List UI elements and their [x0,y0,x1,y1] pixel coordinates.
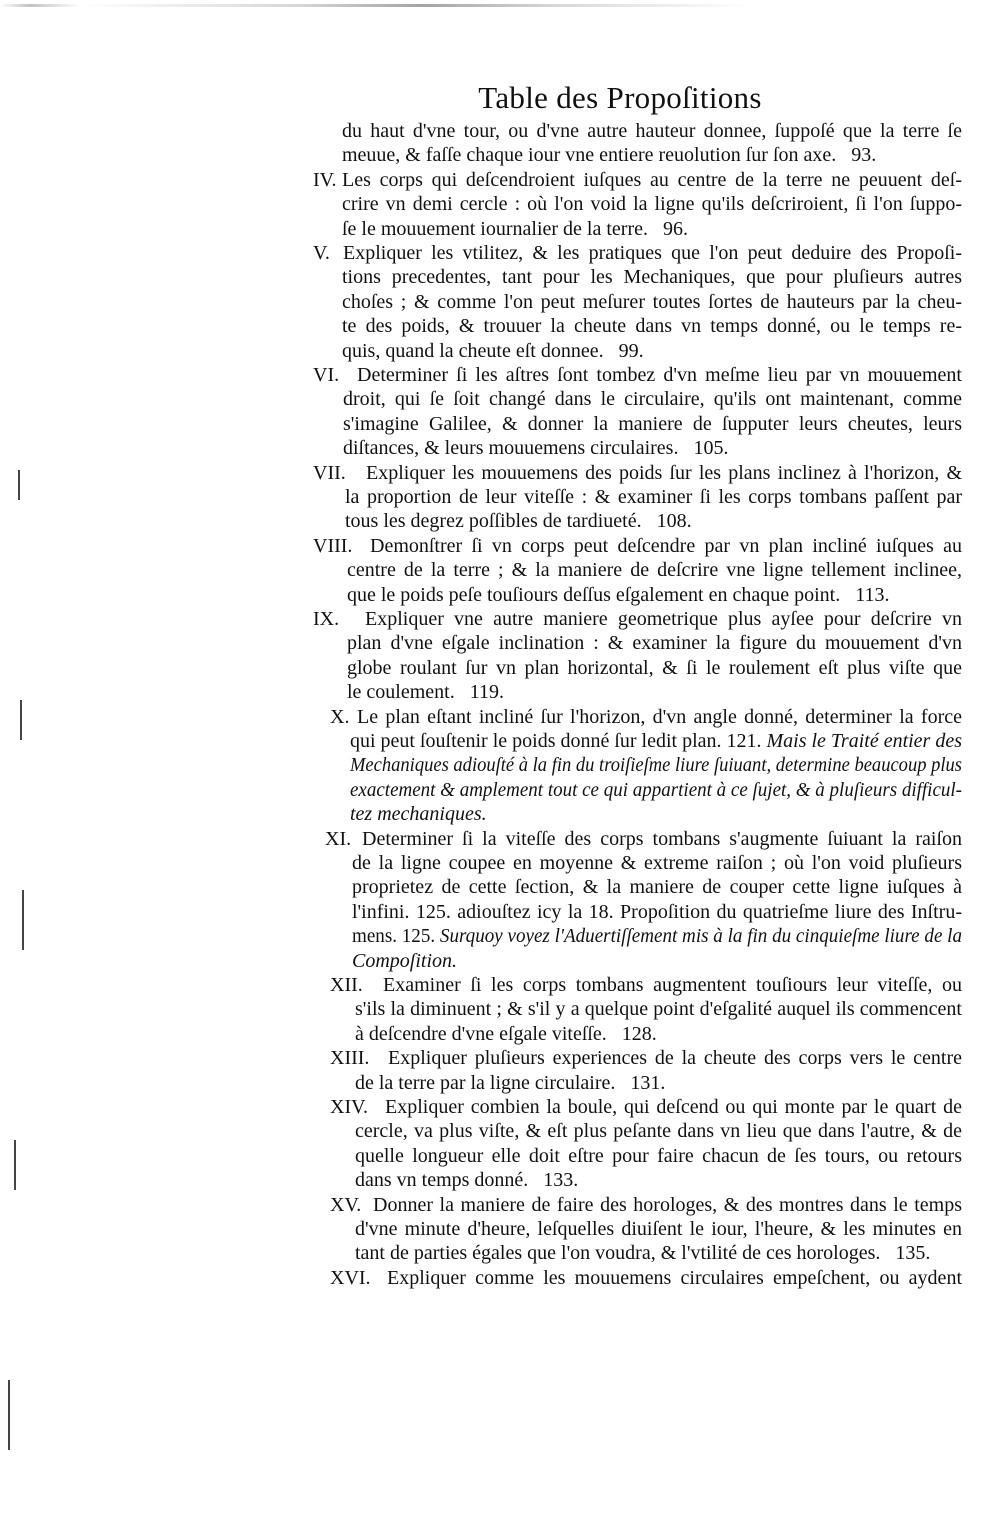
line-text: centre de la terre ; & la maniere de deſcrire vne ligne tellement inclinee, [347,559,962,582]
line-text: Expliquer vne autre maniere geometrique plus ayſee pour deſcrire vn [365,608,962,630]
proposition-numeral: V. [313,242,330,264]
text-line [355,1217,962,1241]
text-line [342,265,962,289]
line-text: Expliquer pluſieurs experiences de la cheute des corps vers le centre [388,1047,962,1070]
line-text: diſtances, & leurs mouuemens circulaires. 105. [343,437,729,460]
text-line [352,924,962,948]
margin-mark [20,700,22,740]
line-text: quis, quand la cheute eſt donnee. 99. [342,339,644,362]
line-text: du haut d'vne tour, ou d'vne autre hauteur donnee, ſuppoſé que la terre ſe [342,120,962,142]
text-line [357,705,962,729]
line-text: te des poids, & trouuer la cheute dans vn temps donné, ou le temps re- [342,315,962,338]
text-line [342,290,962,314]
text-line [355,1241,962,1265]
line-text: qui peut ſouſtenir le poids donné ſur ledit plan. 121. [350,730,767,752]
text-line [343,436,962,460]
text-line [355,997,962,1021]
line-text: à deſcendre d'vne eſgale viteſſe. 128. [355,1022,657,1045]
text-line [355,1168,962,1192]
line-text: d'vne minute d'heure, leſquelles diuiſent le iour, l'heure, & les minutes en [355,1218,962,1240]
text-line [347,680,962,704]
text-line [343,241,962,265]
line-text: plan d'vne eſgale inclination : & examiner la figure du mouuement d'vn [347,632,962,655]
line-text: tous les degrez poſſibles de tardiueté. 108. [345,510,692,533]
proposition-numeral: VI. [313,364,340,386]
text-line [345,485,962,509]
margin-mark [22,890,24,950]
text-line [347,558,962,582]
italic-note-text: Surquoy voyez l'Aduertiſſement mis à la fin du cinquieſme liure de la [439,925,962,948]
text-line [350,802,962,826]
line-text: meuue, & faſſe chaque iour vne entiere reuolution ſur ſon axe. 93. [342,144,877,167]
margin-mark [8,1380,10,1450]
line-text: choſes ; & comme l'on peut meſurer toutes ſortes de hauteurs par la cheu- [342,290,962,313]
proposition-numeral: XI. [325,827,352,850]
line-text: s'ils la diminuent ; & s'il y a quelque point d'eſgalité auquel ils commencent [355,998,962,1021]
line-text: Les corps qui deſcendroient iuſques au centre de la terre ne peuuent deſ- [342,168,962,191]
text-line [387,1266,962,1290]
line-text: que le poids peſe touſiours deſſus eſgalement en chaque point. 113. [347,583,890,606]
italic-note-text: exactement & amplement tout ce qui appartient à ce ſujet, & à pluſieurs difficul- [350,778,962,801]
text-line [342,143,962,167]
text-line [355,1071,962,1095]
line-text: de la ligne coupee en moyenne & extreme raiſon ; où l'on void pluſieurs [352,852,962,874]
margin-mark [18,470,20,500]
line-text: droit, qui ſe ſoit changé dans le circulaire, qu'ils ont maintenant, comme [343,388,962,411]
text-line [355,1022,962,1046]
proposition-numeral: XIV. [330,1096,368,1118]
italic-note-text: Compoſition. [352,949,458,972]
line-text: Examiner ſi les corps tombans augmentent touſiours leur viteſſe, ou [383,974,962,996]
text-line [350,778,962,802]
scan-artifact [0,4,1000,7]
text-line [347,656,962,680]
line-text: l'infini. 125. adiouſtez icy la 18. Propoſition du quatrieſme liure des Inſtru- [352,900,962,923]
text-line [342,168,962,192]
proposition-numeral: X. [330,705,350,728]
text-line [373,1193,962,1217]
proposition-numeral: VII. [313,461,346,484]
line-text: Expliquer combien la boule, qui deſcend ou qui monte par le quart de [385,1096,962,1118]
page-title: Table des Propoſitions [478,80,762,115]
line-text: mens. 125. [352,925,440,948]
line-text: Determiner ſi la viteſſe des corps tombans s'augmente ſuiuant la raiſon [362,827,962,850]
text-line [342,217,962,241]
text-line [350,729,962,753]
proposition-numeral: XVI. [330,1266,371,1289]
line-text: tions precedentes, tant pour les Mechaniques, que pour pluſieurs autres [342,266,962,289]
text-line [347,631,962,655]
line-text: ſe le mouuement iournalier de la terre. 96. [342,217,688,240]
line-text: tant de parties égales que l'on voudra, & l'vtilité de ces horologes. 135. [355,1242,931,1265]
text-line [342,339,962,363]
text-line [342,314,962,338]
text-line [347,583,962,607]
text-line [352,851,962,875]
italic-note-text: Mechaniques adiouſté à la fin du troiſieſme liure ſuiuant, determine beaucoup plus [350,754,962,777]
line-text: Expliquer les mouuemens des poids ſur les plans inclinez à l'horizon, & [366,461,962,484]
proposition-numeral: XIII. [330,1047,370,1070]
proposition-numeral: VIII. [313,534,353,557]
proposition-numeral: XII. [330,974,363,996]
line-text: globe roulant ſur vn plan horizontal, & ſi le roulement eſt plus viſte que [347,656,962,679]
proposition-numeral: IV. [313,168,337,191]
text-line [345,509,962,533]
line-text: crire vn demi cercle : où l'on void la ligne qu'ils deſcriroient, ſi l'on ſuppo- [342,193,962,216]
italic-note-text: Mais le Traité entier des [766,730,962,752]
line-text: Determiner ſi les aſtres ſont tombez d'vn meſme lieu par vn mouuement [357,364,962,386]
line-text: quelle longueur elle doit eſtre pour faire chacun de ſes tours, ou retours [355,1144,962,1167]
line-text: dans vn temps donné. 133. [355,1169,579,1192]
text-line [342,192,962,216]
proposition-numeral: IX. [313,608,340,630]
italic-note-text: tez mechaniques. [350,803,487,826]
line-text: la proportion de leur viteſſe : & examiner ſi les corps tombans paſſent par [345,486,962,508]
text-line [342,119,962,143]
text-line [370,534,962,558]
text-line [357,363,962,387]
line-text: le coulement. 119. [347,681,504,704]
text-line [362,827,962,851]
text-line [343,387,962,411]
text-line [343,412,962,436]
line-text: Donner la maniere de faire des horologes, & des montres dans le temps [373,1193,962,1216]
line-text: cercle, va plus viſte, & eſt plus peſante dans vn lieu que dans l'autre, & de [355,1120,962,1143]
line-text: proprietez de cette ſection, & la maniere de couper cette ligne iuſques à [352,876,962,899]
text-line [366,461,962,485]
line-text: s'imagine Galilee, & donner la maniere de ſupputer leurs cheutes, leurs [343,412,962,435]
text-line [352,949,962,973]
text-line [388,1046,962,1070]
line-text: Expliquer comme les mouuemens circulaires empeſchent, ou aydent [387,1266,962,1289]
text-line [365,607,962,631]
text-line [352,875,962,899]
text-line [352,900,962,924]
line-text: Demonſtrer ſi vn corps peut deſcendre par vn plan incliné iuſques au [370,534,962,557]
text-line [385,1095,962,1119]
text-line [355,1119,962,1143]
margin-mark [14,1140,16,1190]
text-line [350,753,962,777]
line-text: Expliquer les vtilitez, & les pratiques que l'on peut deduire des Propoſi- [343,242,962,264]
line-text: de la terre par la ligne circulaire. 131. [355,1071,666,1094]
line-text: Le plan eſtant incliné ſur l'horizon, d'vn angle donné, determiner la force [357,705,962,728]
text-line [355,1144,962,1168]
proposition-numeral: XV. [330,1193,362,1216]
text-line [383,973,962,997]
